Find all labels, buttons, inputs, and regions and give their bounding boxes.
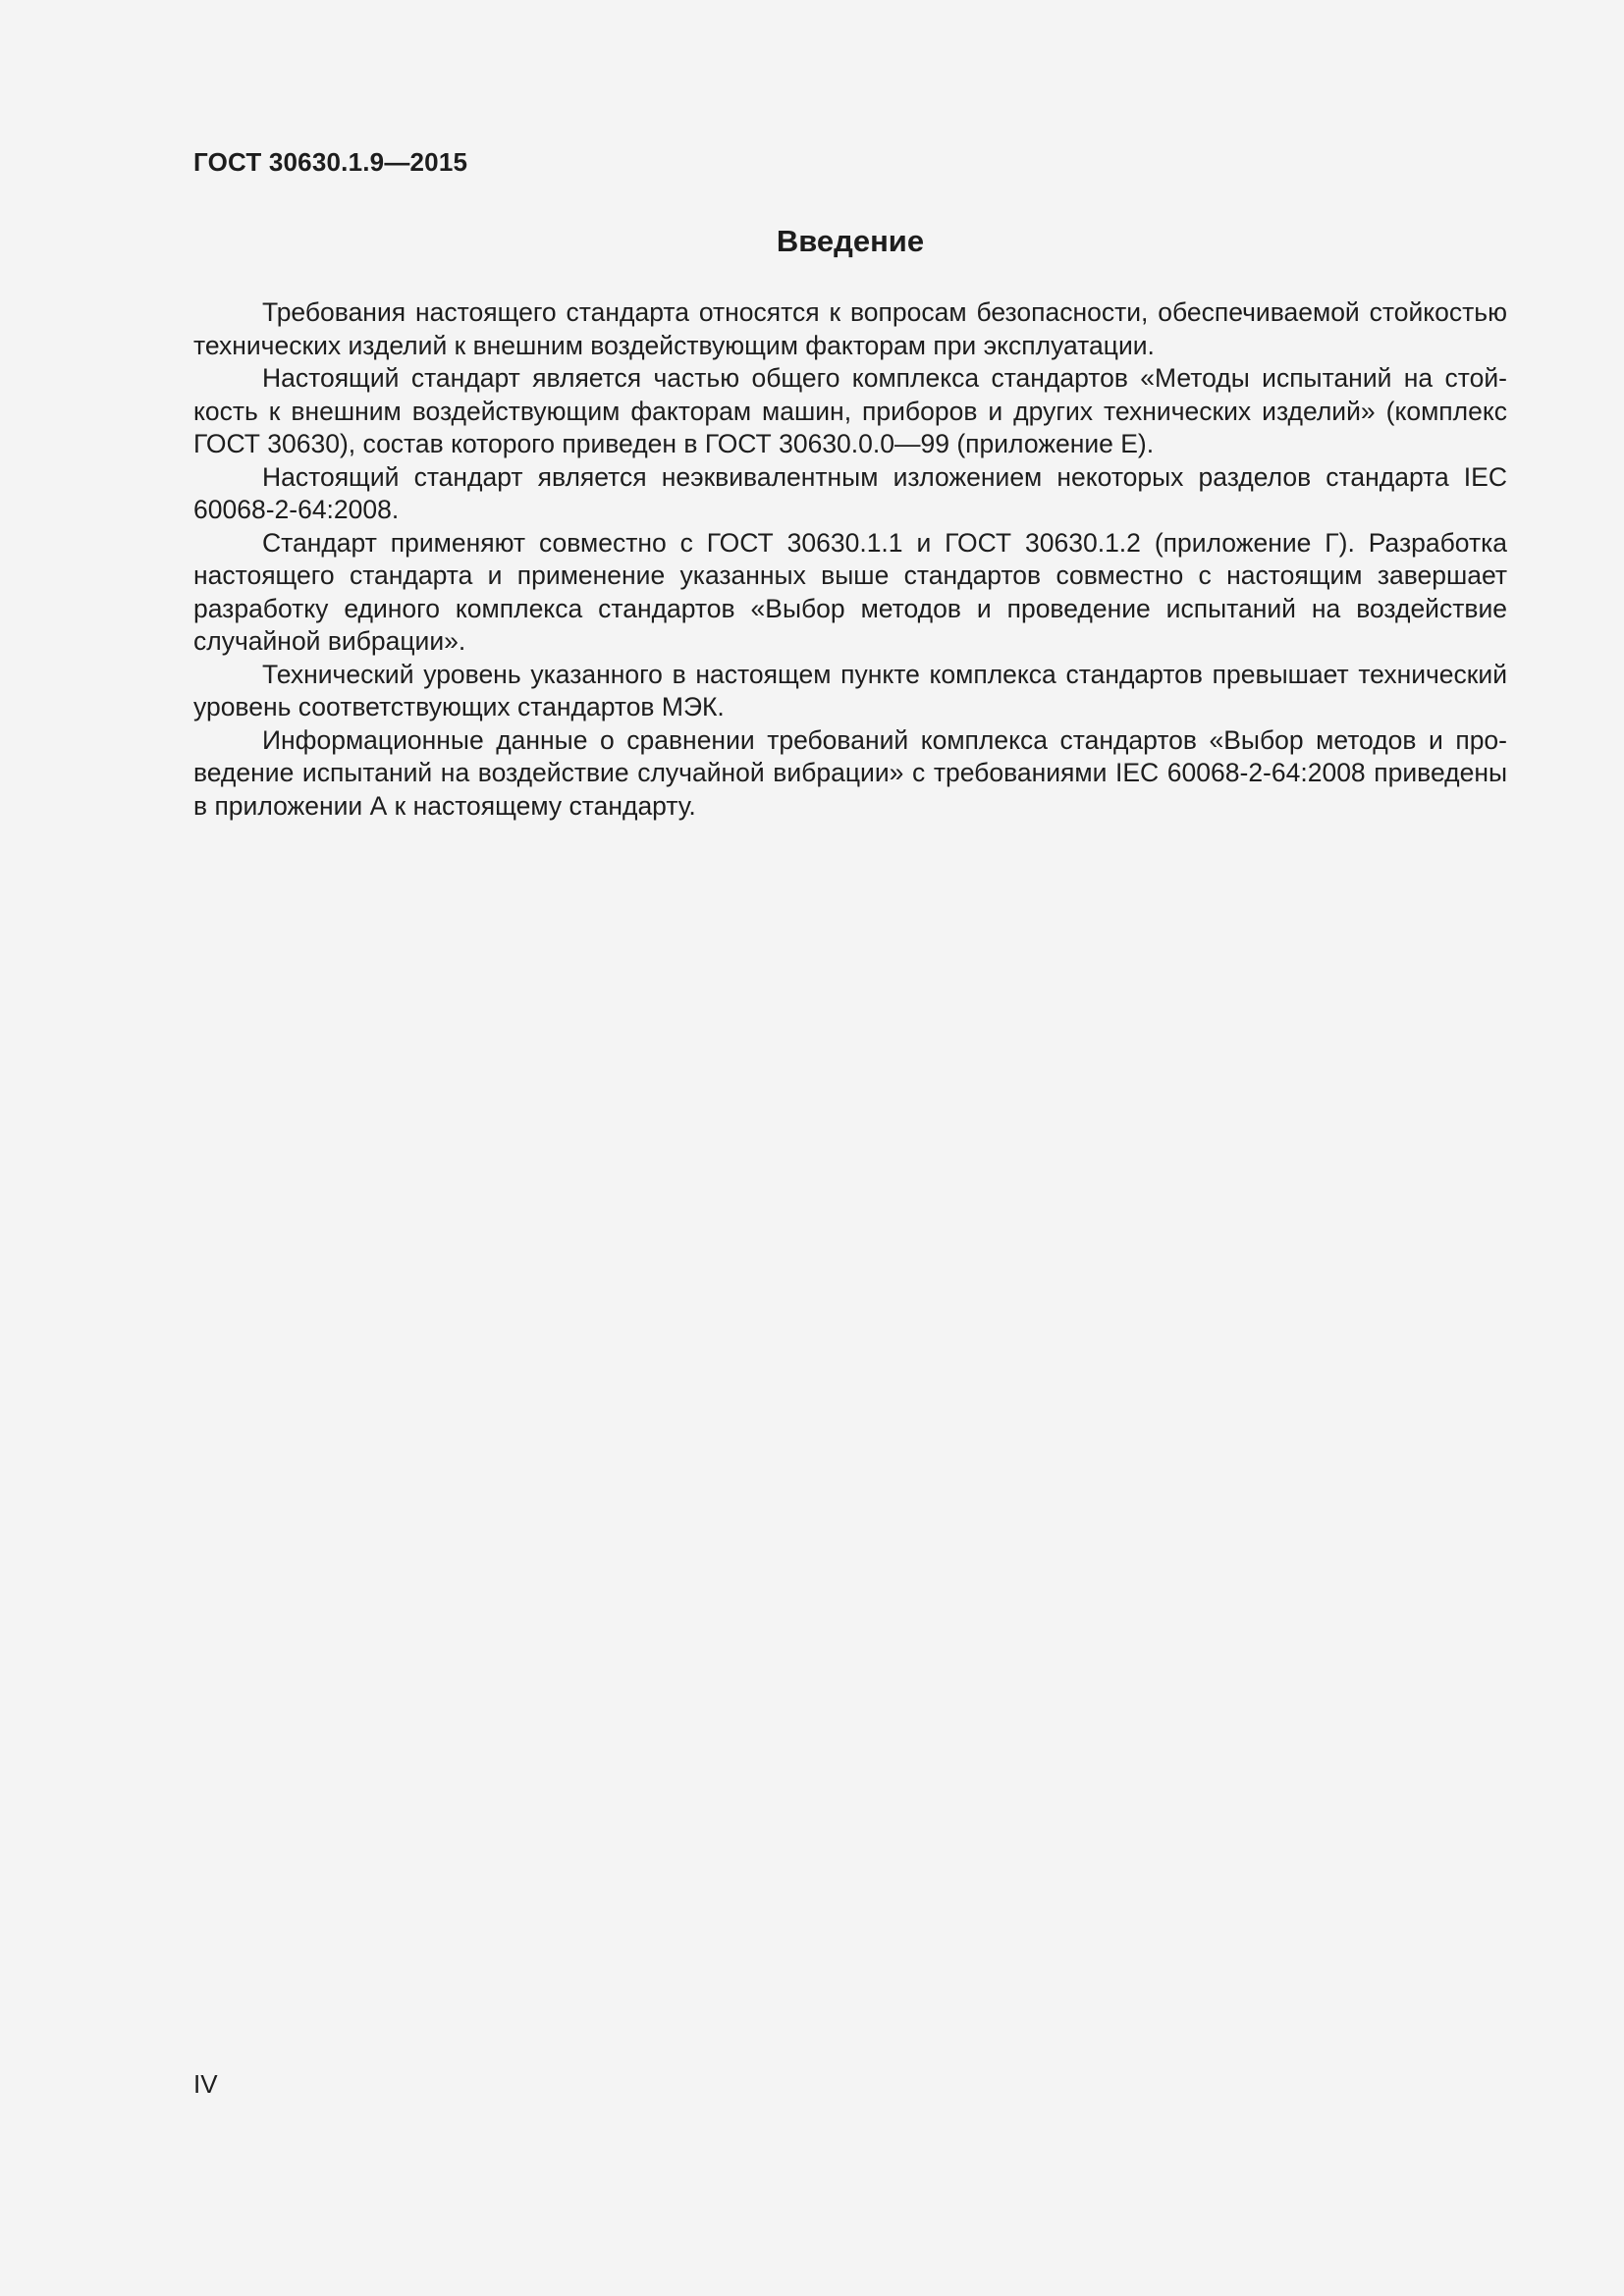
paragraph: Технический уровень указанного в настоящем пункте комплекса стандартов превышает технический уровень соответствующих стандартов МЭК. [193,659,1507,721]
document-header: ГОСТ 30630.1.9—2015 [193,147,468,177]
introduction-body [193,296,1507,823]
paragraph: Стандарт применяют совместно с ГОСТ 30630.1.1 и ГОСТ 30630.1.2 (приложение Г). Разработка настоящего стандарта и применение указанных выше стандартов совместно с настоящим завершает разработку единого комплекса стандартов «Выбор методов и проведение испытаний на воздействие случайной вибрации». [193,527,1507,656]
paragraph: Информационные данные о сравнении требований комплекса стандартов «Выбор методов и проведение испытаний на воздействие случайной вибрации» с требованиями IEC 60068-2-64:2008 приведены в приложении А к настоящему стандарту. [193,724,1507,821]
paragraph: Настоящий стандарт является неэквивалентным изложением некоторых разделов стандарта IEC 60068-2-64:2008. [193,461,1507,524]
page-number: IV [193,2069,218,2099]
paragraph: Настоящий стандарт является частью общего комплекса стандартов «Методы испытаний на стойкость к внешним воздействующим факторам машин, приборов и других технических изделий» (комплекс ГОСТ 30630), состав которого приведен в ГОСТ 30630.0.0—99 (приложение Е). [193,363,1507,458]
paragraph: Требования настоящего стандарта относятся к вопросам безопасности, обеспечиваемой стойкостью технических изделий к внешним воздействующим факторам при эксплуатации. [193,297,1507,360]
section-title: Введение [776,224,925,258]
